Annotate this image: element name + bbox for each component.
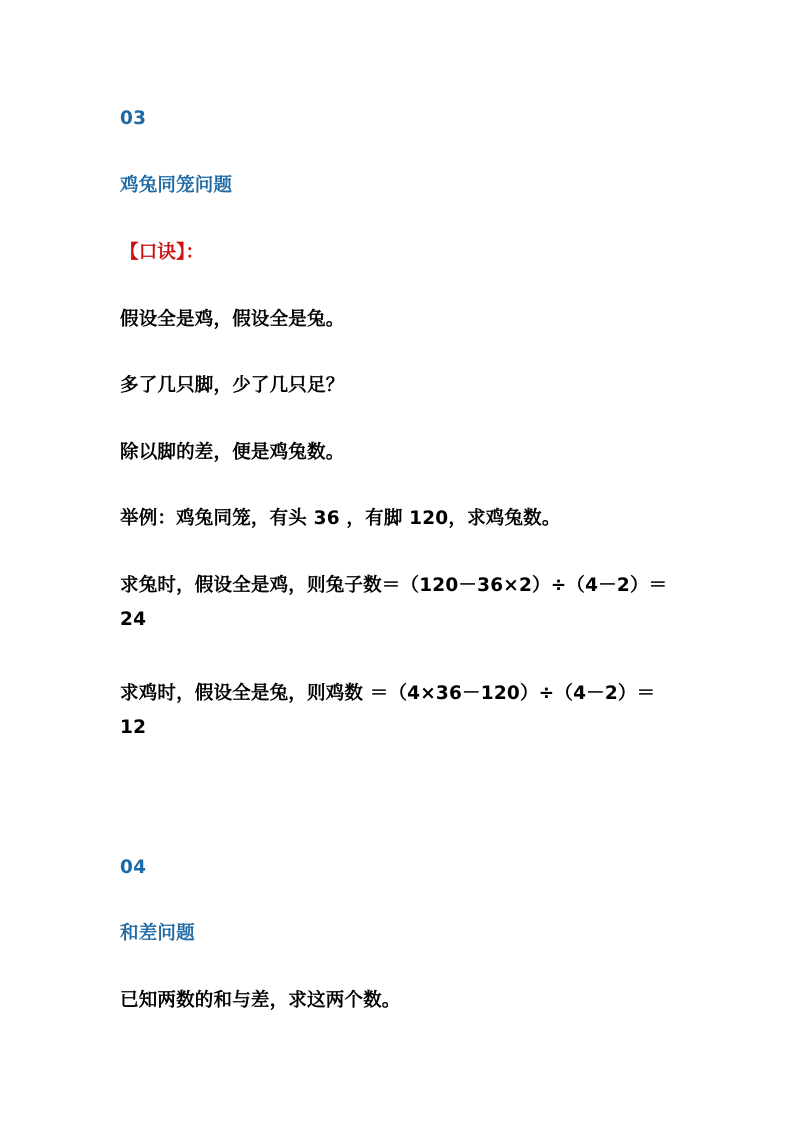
section-4-number: 04 bbox=[120, 857, 147, 878]
mnemonic-line-3: 除以脚的差，便是鸡兔数。 bbox=[120, 442, 345, 463]
rabbit-formula-line-2: 24 bbox=[120, 609, 147, 630]
mnemonic-line-2: 多了几只脚，少了几只足？ bbox=[120, 375, 345, 396]
rabbit-formula-line-1: 求兔时，假设全是鸡，则兔子数＝（120－36×2）÷（4－2）＝ bbox=[120, 575, 668, 596]
section-4-description: 已知两数的和与差，求这两个数。 bbox=[120, 990, 401, 1011]
example-line: 举例：鸡兔同笼，有头 36 ，有脚 120，求鸡兔数。 bbox=[120, 508, 561, 529]
chicken-formula-line-1: 求鸡时，假设全是兔，则鸡数 ＝（4×36－120）÷（4－2）＝ bbox=[120, 683, 656, 704]
section-3-title: 鸡兔同笼问题 bbox=[120, 175, 233, 196]
section-4-title: 和差问题 bbox=[120, 923, 195, 944]
chicken-formula-line-2: 12 bbox=[120, 717, 147, 738]
rabbit-formula bbox=[120, 569, 667, 637]
mnemonic-label: 【口诀】： bbox=[120, 242, 205, 263]
chicken-formula bbox=[120, 677, 655, 745]
mnemonic-line-1: 假设全是鸡，假设全是兔。 bbox=[120, 309, 345, 330]
section-3-number: 03 bbox=[120, 108, 147, 129]
